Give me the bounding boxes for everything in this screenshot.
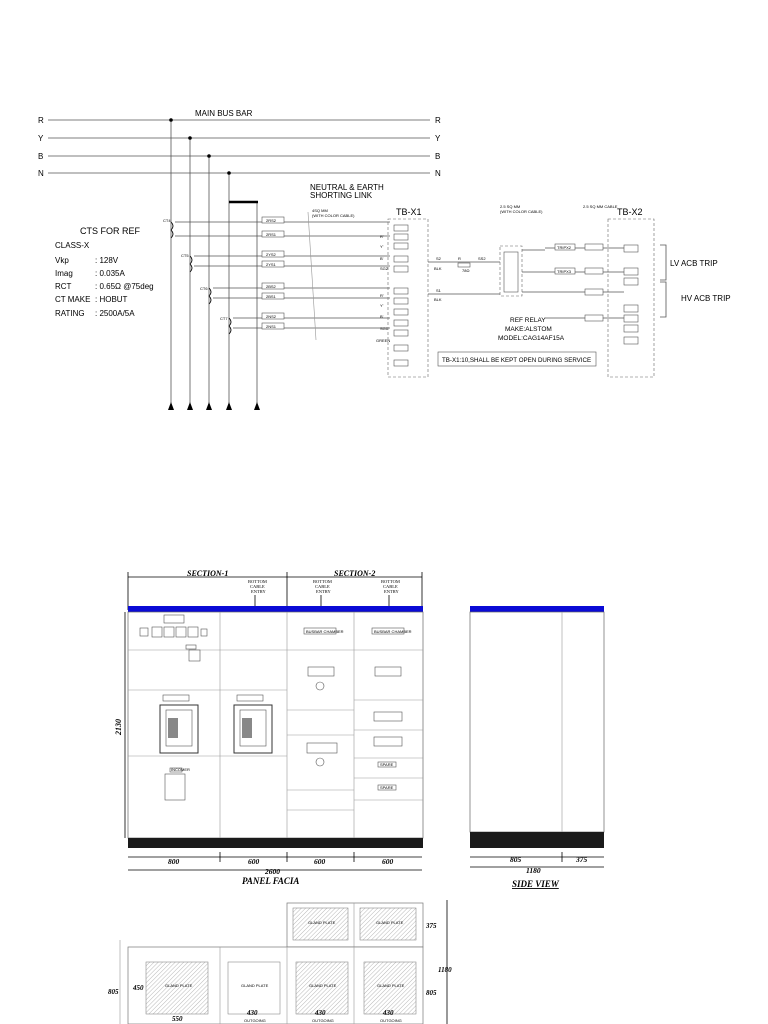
relay-wire-label: S2 — [436, 256, 441, 261]
phase-b-left: B — [38, 152, 44, 161]
relay-wire-label: BLK — [434, 266, 442, 271]
relay-make: MAKE:ALSTOM — [505, 326, 552, 333]
spec-key: CT MAKE — [55, 295, 91, 304]
panel-facia-view — [114, 569, 423, 886]
term-label: SG2 — [380, 266, 389, 271]
ct-symbols — [163, 218, 231, 334]
side-view-title: SIDE VIEW — [512, 879, 559, 889]
wire-label: 2NS2 — [266, 314, 277, 319]
service-note-text: TB-X1:10,SHALL BE KEPT OPEN DURING SERVICE — [442, 357, 592, 364]
relay-wire-label: R — [458, 256, 461, 261]
phase-r-left: R — [38, 116, 44, 125]
width-dim-600: 600 — [248, 857, 260, 866]
outgoing-label: OUTGOING — [244, 1018, 266, 1023]
spec-value: : 128V — [95, 256, 119, 265]
gland-plate-label: GLAND PLATE — [165, 983, 193, 988]
side-total-dim: 1180 — [526, 866, 541, 875]
spec-value: : 2500A/5A — [95, 309, 135, 318]
relay-wiring — [428, 246, 545, 296]
gland-plate — [364, 962, 416, 1014]
wire-label: 2YS1 — [266, 262, 276, 267]
term-label: R' — [380, 234, 384, 239]
cable-note-2a: 2.5 SQ MM — [500, 204, 521, 209]
gland-plate-label: GLAND PLATE — [241, 983, 269, 988]
bce-label: BOTTOM — [381, 579, 400, 584]
phase-b-right: B — [435, 152, 441, 161]
ct-spec-table — [55, 256, 154, 318]
gland-plate-label: GLAND PLATE — [308, 920, 336, 925]
panel-facia-title: PANEL FACIA — [242, 876, 300, 886]
spare-label: SPARE — [380, 762, 394, 767]
phase-y-right: Y — [435, 134, 441, 143]
bottom-cable-entry-labels — [248, 579, 400, 606]
bce-label: ENTRY — [251, 589, 266, 594]
gland-plate-label: GLAND PLATE — [309, 983, 337, 988]
relay-wire-label: SS2 — [478, 256, 486, 261]
side-blue-top — [470, 606, 604, 612]
plan-dim-1180: 1180 — [438, 966, 452, 974]
width-dim-600: 600 — [382, 857, 394, 866]
spec-key: RATING — [55, 309, 85, 318]
spec-key: RCT — [55, 282, 72, 291]
gland-plate — [146, 962, 208, 1014]
drop-conductors — [168, 118, 260, 410]
plan-dim-550: 550 — [172, 1015, 183, 1023]
phase-n-left: N — [38, 169, 44, 178]
spec-key: Vkp — [55, 256, 69, 265]
side-base — [470, 832, 604, 848]
busbar-blue-top — [128, 606, 423, 612]
term-label: GREEN — [376, 338, 391, 343]
plan-dim-375: 375 — [426, 922, 437, 930]
lv-trip-bracket — [660, 245, 666, 280]
term-label: B' — [380, 314, 384, 319]
spec-value: : 0.65Ω @75deg — [95, 282, 154, 291]
outgoing-label: OUTGOING — [380, 1018, 402, 1023]
term-label: B' — [380, 256, 384, 261]
tb-x1-terminals — [394, 225, 408, 366]
wire-label-boxes — [262, 217, 284, 329]
plan-dim-805-left: 805 — [108, 988, 119, 996]
tb-x2-wiring — [545, 244, 624, 321]
ct4-label: CT4 — [163, 218, 171, 223]
spare-label: SPARE — [380, 785, 394, 790]
side-dim-805: 805 — [510, 855, 522, 864]
wire-label: 2NS1 — [266, 324, 277, 329]
bce-label: CABLE — [315, 584, 330, 589]
ct-class: CLASS-X — [55, 241, 90, 250]
relay-title: REF RELAY — [510, 317, 546, 324]
relay-wire-label: S1 — [436, 288, 441, 293]
section-2-label: SECTION-2 — [334, 569, 376, 578]
plan-view — [108, 900, 452, 1024]
gland-plate-label: GLAND PLATE — [376, 920, 404, 925]
cable-note-1a: 4SQ MM — [312, 208, 328, 213]
gland-plate — [228, 962, 280, 1014]
ct6-label: CT6 — [200, 286, 208, 291]
side-view — [470, 606, 604, 889]
tb-x2-wire-label: TRIPX3 — [557, 269, 572, 274]
width-dim-800: 800 — [168, 857, 180, 866]
spec-value: : HOBUT — [95, 295, 128, 304]
bce-label: ENTRY — [384, 589, 399, 594]
panel-base — [128, 838, 423, 848]
bce-label: ENTRY — [316, 589, 331, 594]
phase-r-right: R — [435, 116, 441, 125]
gland-plate — [296, 962, 348, 1014]
ct7-label: CT7 — [220, 316, 228, 321]
bce-label: CABLE — [383, 584, 398, 589]
cable-note-3: 2.5 SQ MM CABLE — [583, 204, 618, 209]
spec-key: Imag — [55, 269, 73, 278]
lv-acb-trip-label: LV ACB TRIP — [670, 259, 718, 268]
bce-label: BOTTOM — [248, 579, 267, 584]
cable-note-2b: (WITH COLOR CABLE) — [500, 209, 543, 214]
cts-title: CTS FOR REF — [80, 226, 140, 236]
neutral-link-label-1: NEUTRAL & EARTH — [310, 183, 384, 192]
section-dimension-line — [128, 572, 422, 610]
busbar-chamber-label: BUSBAR CHAMBER — [306, 629, 344, 634]
tb-x2-terminals — [624, 245, 638, 344]
gland-plate-label: GLAND PLATE — [377, 983, 405, 988]
plan-dim-430: 430 — [247, 1009, 258, 1017]
section-1-label: SECTION-1 — [187, 569, 229, 578]
relay-wire-label: 78Ω — [462, 268, 470, 273]
relay-model: MODEL:CAG14AF15A — [498, 335, 565, 342]
bce-label: CABLE — [250, 584, 265, 589]
hv-acb-trip-label: HV ACB TRIP — [681, 294, 731, 303]
tb-x1-label: TB-X1 — [396, 207, 422, 217]
tb-x2-frame — [608, 219, 654, 377]
term-label: R' — [380, 293, 384, 298]
phase-n-right: N — [435, 169, 441, 178]
term-label: Y' — [380, 244, 384, 249]
bus-lines — [48, 120, 430, 173]
total-width-dim: 2600 — [265, 867, 280, 876]
height-dim-label: 2130 — [114, 719, 123, 735]
term-label: SG1 — [380, 326, 389, 331]
width-dim-600: 600 — [314, 857, 326, 866]
spec-value: : 0.035A — [95, 269, 125, 278]
plan-dim-430: 430 — [315, 1009, 326, 1017]
wire-label: 2RS1 — [266, 232, 277, 237]
wire-label: 2BS1 — [266, 294, 276, 299]
tb-x2-label: TB-X2 — [617, 207, 643, 217]
schematic-diagram — [38, 109, 731, 410]
bce-label: BOTTOM — [313, 579, 332, 584]
plan-dim-430: 430 — [383, 1009, 394, 1017]
relay-wire-label: BLK — [434, 297, 442, 302]
plan-dim-805-right: 805 — [426, 989, 437, 997]
wire-label: 2BS2 — [266, 284, 276, 289]
incomer-label: INCOMER — [171, 767, 190, 772]
neutral-link-label-2: SHORTING LINK — [310, 191, 373, 200]
main-bus-bar-label: MAIN BUS BAR — [195, 109, 253, 118]
side-dim-375: 375 — [576, 855, 588, 864]
wire-label: 2YS2 — [266, 252, 276, 257]
tb-x2-wire-label: TRIPX2 — [557, 245, 572, 250]
side-body — [470, 612, 604, 832]
hv-trip-bracket — [660, 282, 666, 317]
outgoing-label: OUTGOING — [312, 1018, 334, 1023]
plan-dim-450: 450 — [133, 984, 144, 992]
wire-label: 2RS2 — [266, 218, 277, 223]
phase-y-left: Y — [38, 134, 44, 143]
cable-note-1b: (WITH COLOR CABLE) — [312, 213, 355, 218]
term-label: Y' — [380, 303, 384, 308]
ct5-label: CT5 — [181, 253, 189, 258]
busbar-chamber-label: BUSBAR CHAMBER — [374, 629, 412, 634]
